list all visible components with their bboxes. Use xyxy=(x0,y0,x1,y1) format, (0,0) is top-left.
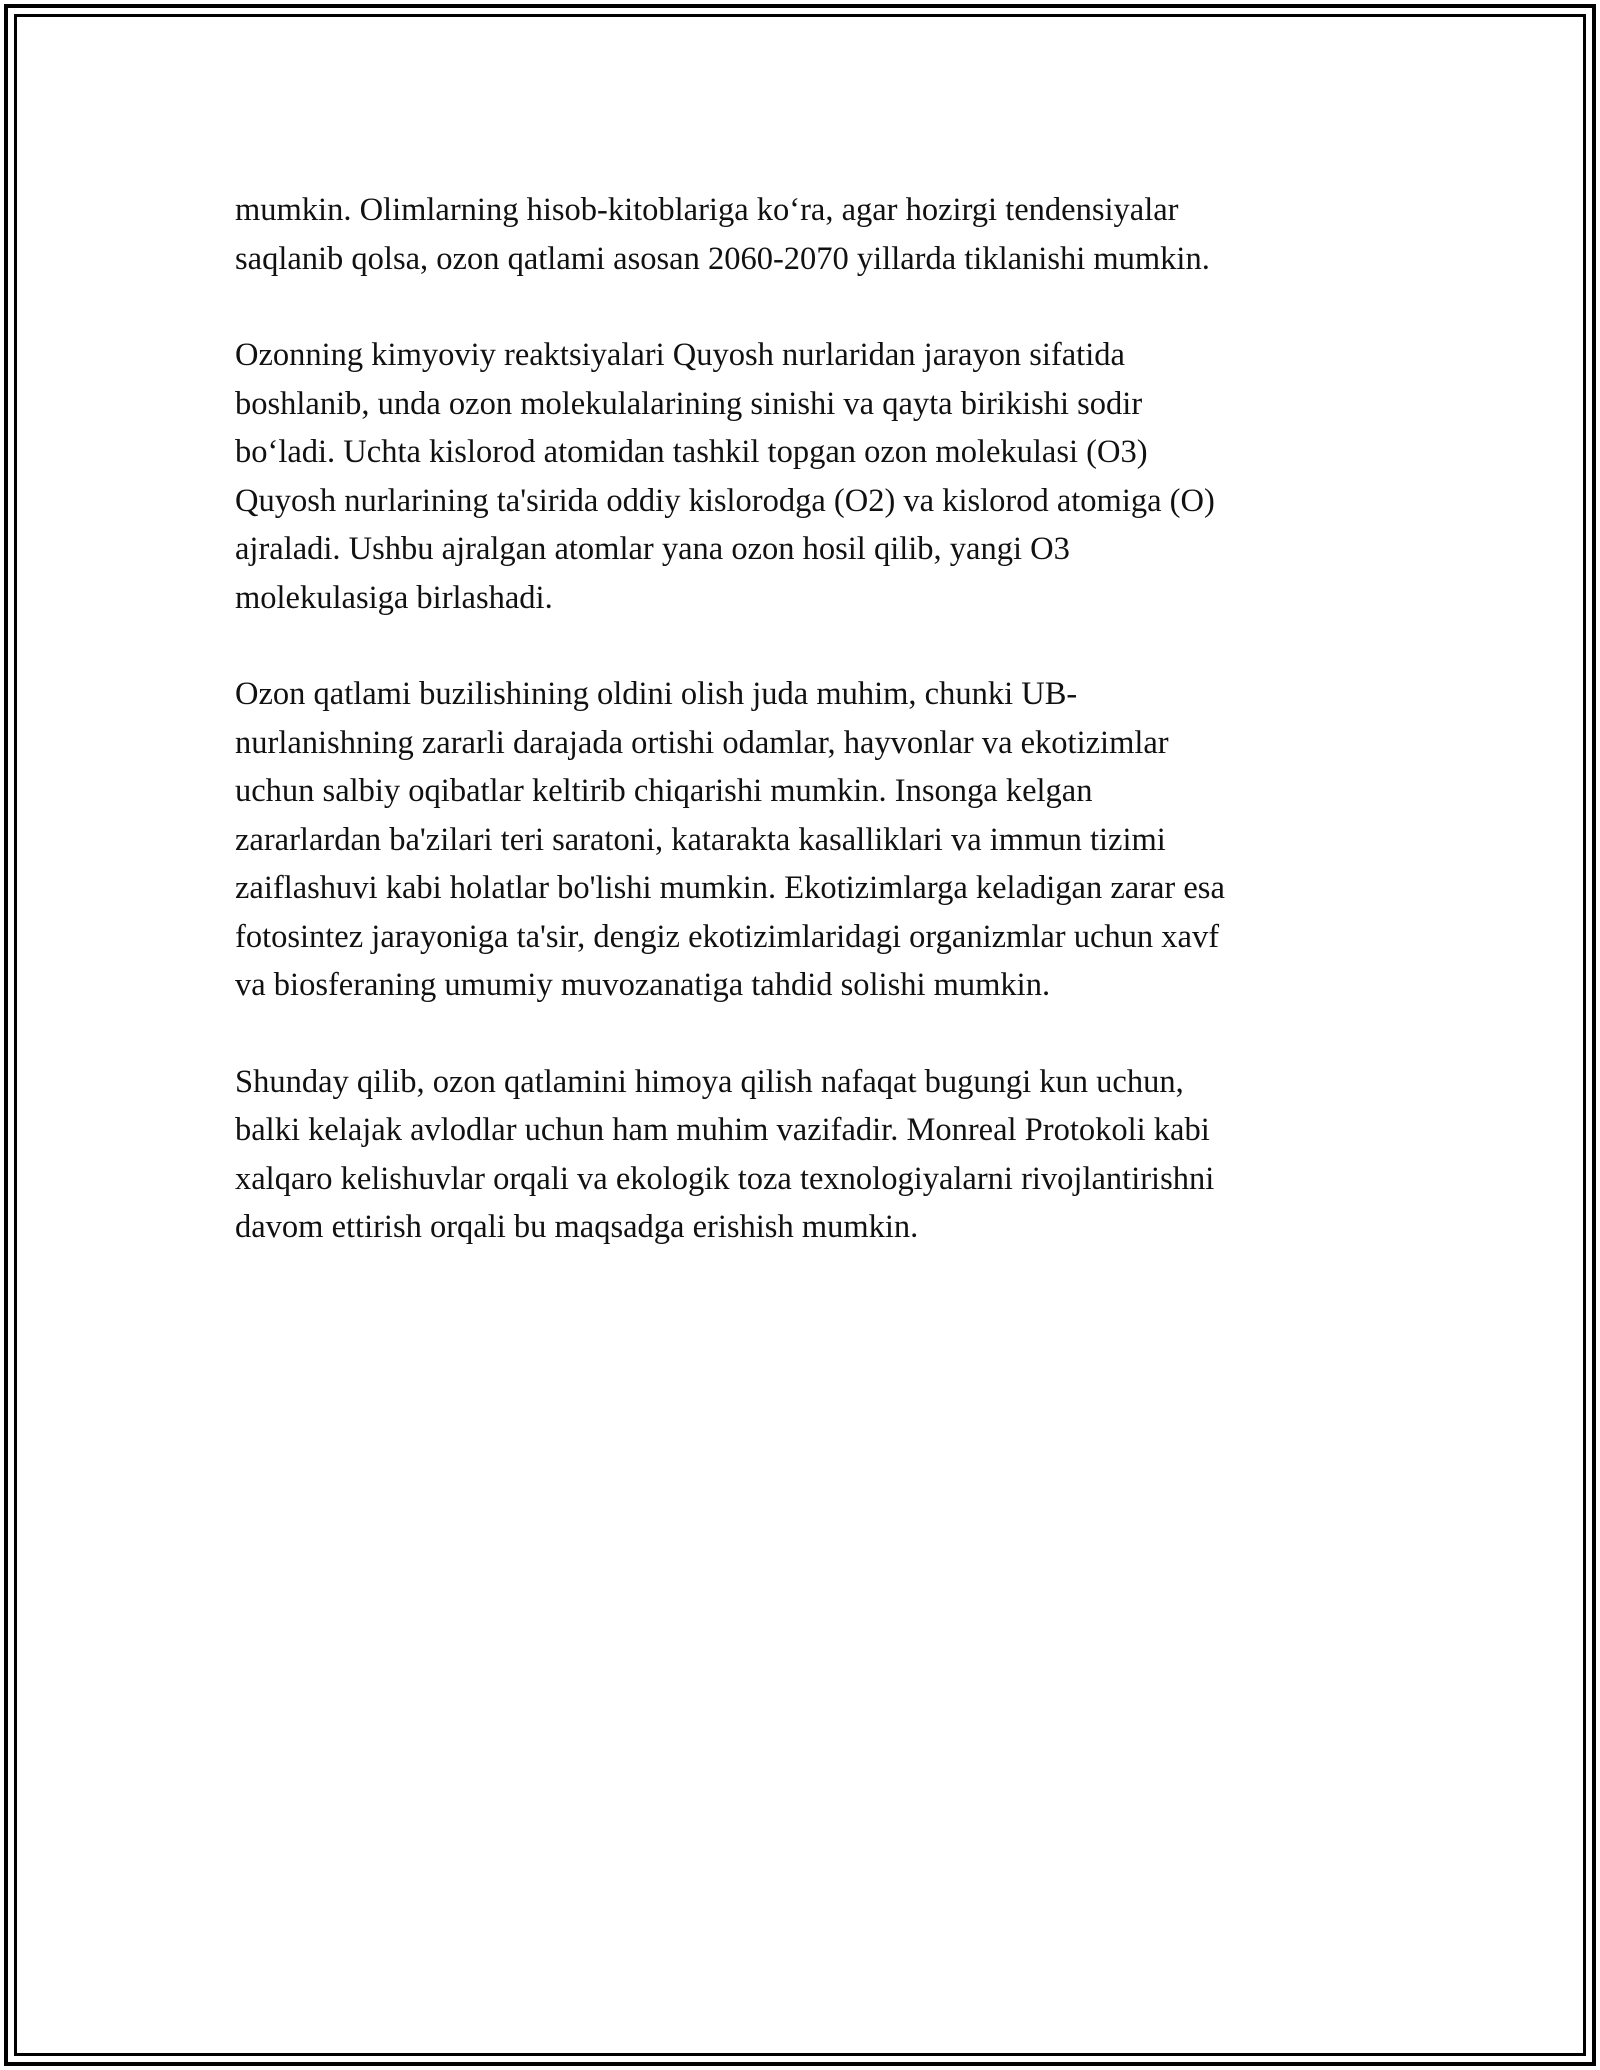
paragraph-ozone-depletion-effects xyxy=(235,670,1365,1010)
document-body xyxy=(235,186,1365,1300)
text-line: zararlardan ba'zilari teri saratoni, katarakta kasalliklari va immun tizimi xyxy=(235,821,1166,858)
text-line: boshlanib, unda ozon molekulalarining sinishi va qayta birikishi sodir xyxy=(235,385,1143,422)
paragraph-ozone-recovery xyxy=(235,186,1365,283)
text-line: molekulasiga birlashadi. xyxy=(235,579,553,616)
text-line: uchun salbiy oqibatlar keltirib chiqarishi mumkin. Insonga kelgan xyxy=(235,773,1093,809)
text-line: Ozon qatlami buzilishining oldini olish juda muhim, chunki UB- xyxy=(235,676,1078,712)
text-line: Ozonning kimyoviy reaktsiyalari Quyosh nurlaridan jarayon sifatida xyxy=(235,337,1125,373)
text-line: va biosferaning umumiy muvozanatiga tahdid solishi mumkin. xyxy=(235,967,1051,1003)
paragraph-conclusion xyxy=(235,1058,1365,1252)
text-line: fotosintez jarayoniga ta'sir, dengiz ekotizimlaridagi organizmlar uchun xavf xyxy=(235,918,1220,955)
text-line: Quyosh nurlarining ta'sirida oddiy kislorodga (O2) va kislorod atomiga (O) xyxy=(235,482,1215,519)
text-line: saqlanib qolsa, ozon qatlami asosan 2060-2070 yillarda tiklanishi mumkin. xyxy=(235,240,1210,277)
text-line: davom ettirish orqali bu maqsadga erishish mumkin. xyxy=(235,1209,919,1245)
text-line: nurlanishning zararli darajada ortishi odamlar, hayvonlar va ekotizimlar xyxy=(235,724,1169,761)
text-line: xalqaro kelishuvlar orqali va ekologik toza texnologiyalarni rivojlantirishni xyxy=(235,1160,1215,1197)
text-line: Shunday qilib, ozon qatlamini himoya qilish nafaqat bugungi kun uchun, xyxy=(235,1063,1184,1100)
text-line: balki kelajak avlodlar uchun ham muhim vazifadir. Monreal Protokoli kabi xyxy=(235,1112,1210,1148)
text-line: mumkin. Olimlarning hisob-kitoblariga ko‘ra, agar hozirgi tendensiyalar xyxy=(235,192,1179,228)
text-line: ajraladi. Ushbu ajralgan atomlar yana ozon hosil qilib, yangi O3 xyxy=(235,531,1070,567)
text-line: zaiflashuvi kabi holatlar bo'lishi mumkin. Ekotizimlarga keladigan zarar esa xyxy=(235,870,1225,906)
text-line: bo‘ladi. Uchta kislorod atomidan tashkil topgan ozon molekulasi (O3) xyxy=(235,434,1148,470)
paragraph-ozone-chemistry xyxy=(235,331,1365,622)
